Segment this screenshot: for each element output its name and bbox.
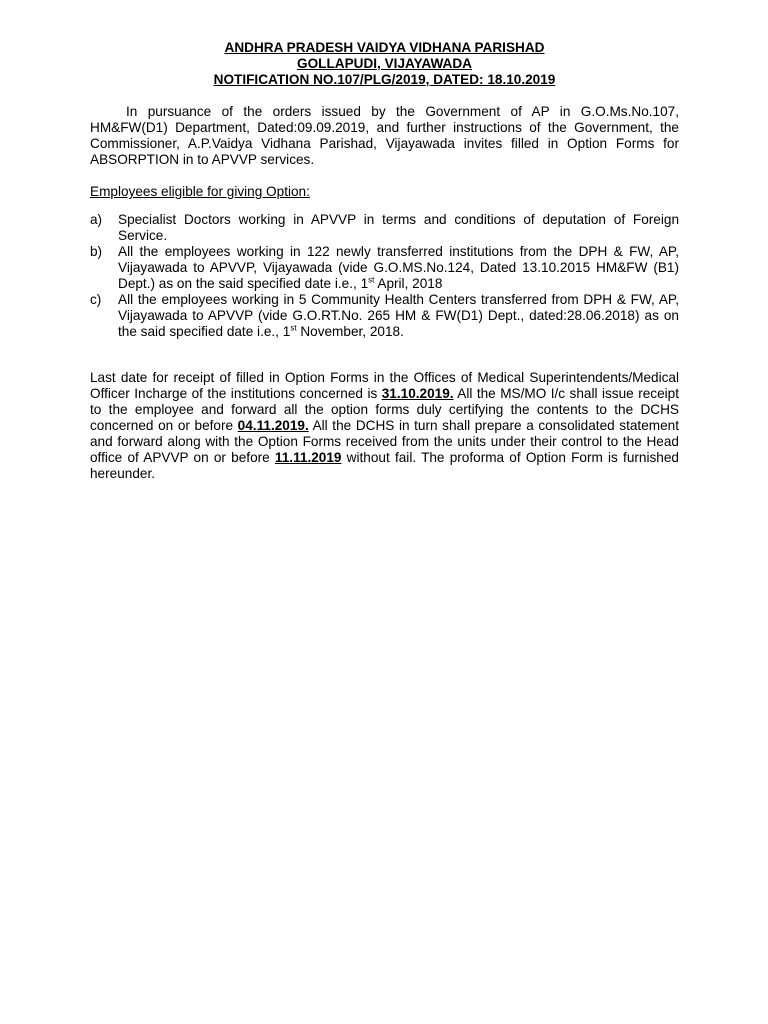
list-item-marker: a) <box>90 212 103 227</box>
last-date-paragraph <box>90 370 679 482</box>
list-item-text-end: November, 2018. <box>296 324 404 339</box>
ordinal-suffix: st <box>290 323 297 333</box>
organization-location: GOLLAPUDI, VIJAYAWADA <box>297 56 472 71</box>
notification-title: NOTIFICATION NO.107/PLG/2019, DATED: 18.10.2019 <box>213 72 556 87</box>
list-item-text: Specialist Doctors working in APVVP in terms and conditions of deputation of Foreign Service. <box>118 212 679 243</box>
eligible-list <box>90 212 679 340</box>
receipt-deadline: 31.10.2019. <box>381 386 454 401</box>
list-item-text: All the employees working in 5 Community Health Centers transferred from DPH & FW, AP, Vijayawada to APVVP (vide G.O.RT.No. 265 HM & FW(D1) Dept., dated:28.06.2018) as on the said specified date i.e., 1 <box>118 292 679 339</box>
last-date-text: All the MS/MO I/c shall issue receipt to the employee and forward all the option forms duly certifying the contents to the DCHS concerned on or before <box>90 386 679 433</box>
list-item <box>90 212 679 244</box>
list-item-text-end: April, 2018 <box>374 276 443 291</box>
last-date-text: without fail. The proforma of Option Form is furnished hereunder. <box>90 450 679 481</box>
document-header <box>90 40 679 88</box>
ordinal-suffix: st <box>368 275 375 285</box>
list-item-marker: c) <box>90 292 102 307</box>
last-date-text: Last date for receipt of filled in Option Forms in the Offices of Medical Superintendents/Medical Officer Incharge of the institutions concerned is <box>90 370 679 401</box>
list-item-marker: b) <box>90 244 103 259</box>
list-item-text: All the employees working in 122 newly transferred institutions from the DPH & FW, AP, Vijayawada to APVVP, Vijayawada (vide G.O.MS.No.124, Dated 13.10.2015 HM&FW (B1) Dept.) as on the said specified date i.e., 1 <box>118 244 679 291</box>
list-item <box>90 292 679 340</box>
eligible-heading: Employees eligible for giving Option: <box>90 184 310 199</box>
list-item <box>90 244 679 292</box>
last-date-text: All the DCHS in turn shall prepare a consolidated statement and forward along with the Option Forms received from the units under their control to the Head office of APVVP on or before <box>90 418 679 465</box>
organization-name: ANDHRA PRADESH VAIDYA VIDHANA PARISHAD <box>224 40 545 55</box>
intro-paragraph: In pursuance of the orders issued by the Government of AP in G.O.Ms.No.107, HM&FW(D1) Department, Dated:09.09.2019, and further instructions of the Government, the Commissioner, A.P.Vaidya Vidhana Parishad, Vijayawada invites filled in Option Forms for ABSORPTION in to APVVP services. <box>90 104 679 167</box>
head-office-deadline: 11.11.2019 <box>274 450 342 465</box>
forward-deadline: 04.11.2019. <box>237 418 309 433</box>
